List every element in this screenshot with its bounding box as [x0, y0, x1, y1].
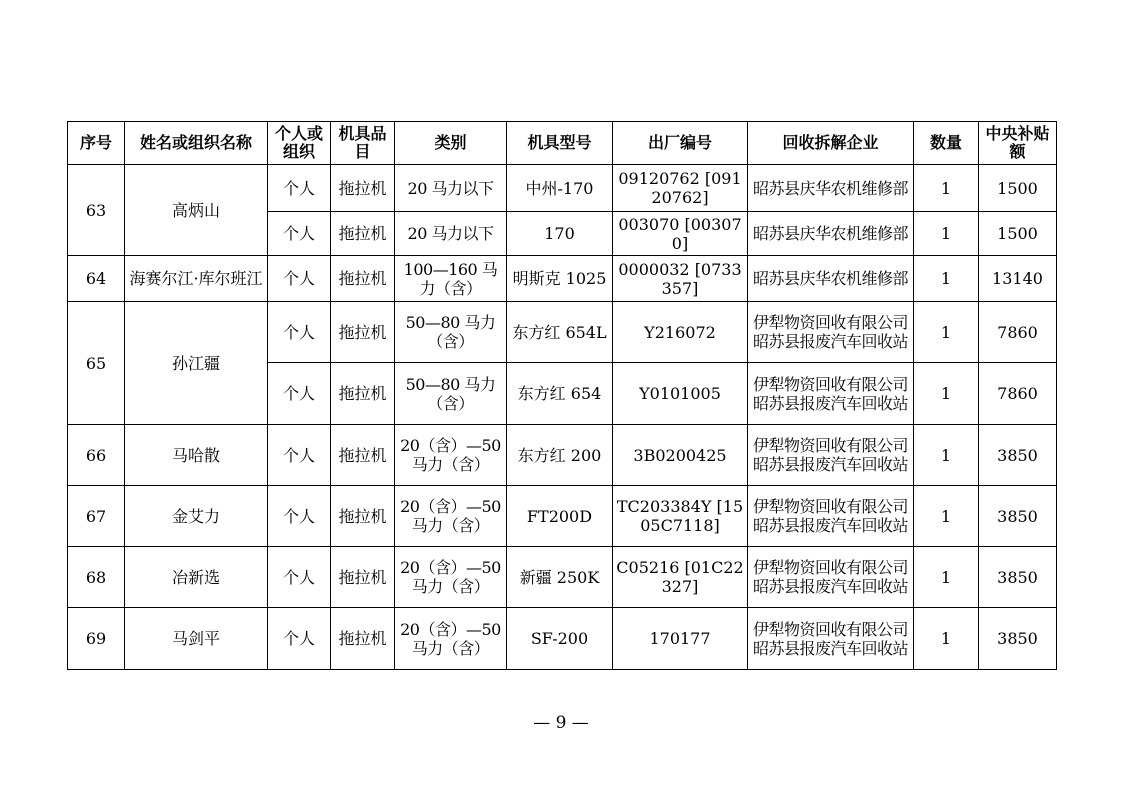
cell-category: 20 马力以下: [395, 212, 507, 256]
cell-category: 20 马力以下: [395, 165, 507, 212]
header-type: 个人或组织: [268, 122, 331, 165]
cell-qty: 1: [914, 302, 979, 363]
cell-name: 冶新选: [125, 547, 268, 608]
table-row: [68, 302, 1057, 363]
cell-company: 昭苏县庆华农机维修部: [748, 165, 914, 212]
cell-model: 东方红 654: [507, 363, 613, 425]
header-category: 类别: [395, 122, 507, 165]
cell-serial: 0000032 [0733357]: [613, 256, 748, 302]
cell-name: 孙江疆: [125, 302, 268, 425]
cell-item: 拖拉机: [331, 608, 395, 670]
cell-type: 个人: [268, 486, 331, 547]
cell-qty: 1: [914, 425, 979, 486]
cell-qty: 1: [914, 165, 979, 212]
cell-serial: 170177: [613, 608, 748, 670]
header-item: 机具品目: [331, 122, 395, 165]
page-number: — 9 —: [533, 713, 589, 733]
cell-qty: 1: [914, 486, 979, 547]
cell-subsidy: 1500: [979, 165, 1057, 212]
table-row: [68, 256, 1057, 302]
cell-item: 拖拉机: [331, 486, 395, 547]
header-qty: 数量: [914, 122, 979, 165]
cell-seq: 67: [68, 486, 125, 547]
cell-type: 个人: [268, 212, 331, 256]
cell-subsidy: 7860: [979, 302, 1057, 363]
cell-serial: 09120762 [09120762]: [613, 165, 748, 212]
cell-subsidy: 7860: [979, 363, 1057, 425]
table-row: [68, 608, 1057, 670]
cell-model: FT200D: [507, 486, 613, 547]
cell-seq: 63: [68, 165, 125, 256]
cell-company: 伊犁物资回收有限公司昭苏县报废汽车回收站: [748, 608, 914, 670]
cell-type: 个人: [268, 363, 331, 425]
table-row: [68, 165, 1057, 212]
cell-item: 拖拉机: [331, 425, 395, 486]
cell-seq: 64: [68, 256, 125, 302]
cell-item: 拖拉机: [331, 256, 395, 302]
cell-qty: 1: [914, 363, 979, 425]
cell-company: 伊犁物资回收有限公司昭苏县报废汽车回收站: [748, 363, 914, 425]
header-serial: 出厂编号: [613, 122, 748, 165]
cell-qty: 1: [914, 256, 979, 302]
cell-item: 拖拉机: [331, 165, 395, 212]
cell-company: 昭苏县庆华农机维修部: [748, 212, 914, 256]
cell-qty: 1: [914, 547, 979, 608]
cell-category: 50—80 马力（含）: [395, 363, 507, 425]
cell-item: 拖拉机: [331, 302, 395, 363]
cell-model: 东方红 200: [507, 425, 613, 486]
cell-name: 海赛尔江·库尔班江: [125, 256, 268, 302]
table-header: [68, 122, 1057, 165]
cell-seq: 65: [68, 302, 125, 425]
cell-company: 伊犁物资回收有限公司昭苏县报废汽车回收站: [748, 547, 914, 608]
cell-item: 拖拉机: [331, 363, 395, 425]
cell-subsidy: 1500: [979, 212, 1057, 256]
cell-company: 伊犁物资回收有限公司昭苏县报废汽车回收站: [748, 302, 914, 363]
cell-model: 东方红 654L: [507, 302, 613, 363]
header-company: 回收拆解企业: [748, 122, 914, 165]
cell-qty: 1: [914, 608, 979, 670]
cell-model: 170: [507, 212, 613, 256]
header-seq: 序号: [68, 122, 125, 165]
cell-name: 高炳山: [125, 165, 268, 256]
cell-category: 100—160 马力（含）: [395, 256, 507, 302]
cell-company: 伊犁物资回收有限公司昭苏县报废汽车回收站: [748, 425, 914, 486]
cell-name: 马剑平: [125, 608, 268, 670]
cell-subsidy: 3850: [979, 425, 1057, 486]
table-row: [68, 547, 1057, 608]
cell-type: 个人: [268, 547, 331, 608]
cell-serial: 3B0200425: [613, 425, 748, 486]
table-row: [68, 425, 1057, 486]
table-row: [68, 486, 1057, 547]
cell-serial: 003070 [003070]: [613, 212, 748, 256]
cell-company: 昭苏县庆华农机维修部: [748, 256, 914, 302]
cell-seq: 69: [68, 608, 125, 670]
cell-category: 20（含）—50 马力（含）: [395, 425, 507, 486]
cell-model: 新疆 250K: [507, 547, 613, 608]
cell-type: 个人: [268, 256, 331, 302]
cell-model: SF-200: [507, 608, 613, 670]
cell-type: 个人: [268, 165, 331, 212]
cell-model: 中州-170: [507, 165, 613, 212]
cell-type: 个人: [268, 302, 331, 363]
cell-seq: 68: [68, 547, 125, 608]
cell-item: 拖拉机: [331, 212, 395, 256]
cell-type: 个人: [268, 608, 331, 670]
cell-category: 20（含）—50 马力（含）: [395, 486, 507, 547]
table-body: [68, 165, 1057, 670]
cell-category: 20（含）—50 马力（含）: [395, 547, 507, 608]
cell-name: 马哈散: [125, 425, 268, 486]
cell-category: 50—80 马力（含）: [395, 302, 507, 363]
cell-subsidy: 3850: [979, 608, 1057, 670]
cell-subsidy: 3850: [979, 547, 1057, 608]
header-name: 姓名或组织名称: [125, 122, 268, 165]
cell-subsidy: 3850: [979, 486, 1057, 547]
cell-name: 金艾力: [125, 486, 268, 547]
cell-item: 拖拉机: [331, 547, 395, 608]
subsidy-table: [67, 121, 1057, 670]
header-model: 机具型号: [507, 122, 613, 165]
cell-serial: TC203384Y [1505C7118]: [613, 486, 748, 547]
header-row: [68, 122, 1057, 165]
cell-seq: 66: [68, 425, 125, 486]
cell-category: 20（含）—50 马力（含）: [395, 608, 507, 670]
cell-model: 明斯克 1025: [507, 256, 613, 302]
cell-serial: Y216072: [613, 302, 748, 363]
cell-serial: C05216 [01C22327]: [613, 547, 748, 608]
cell-subsidy: 13140: [979, 256, 1057, 302]
cell-serial: Y0101005: [613, 363, 748, 425]
cell-type: 个人: [268, 425, 331, 486]
cell-company: 伊犁物资回收有限公司昭苏县报废汽车回收站: [748, 486, 914, 547]
cell-qty: 1: [914, 212, 979, 256]
header-subsidy: 中央补贴额: [979, 122, 1057, 165]
